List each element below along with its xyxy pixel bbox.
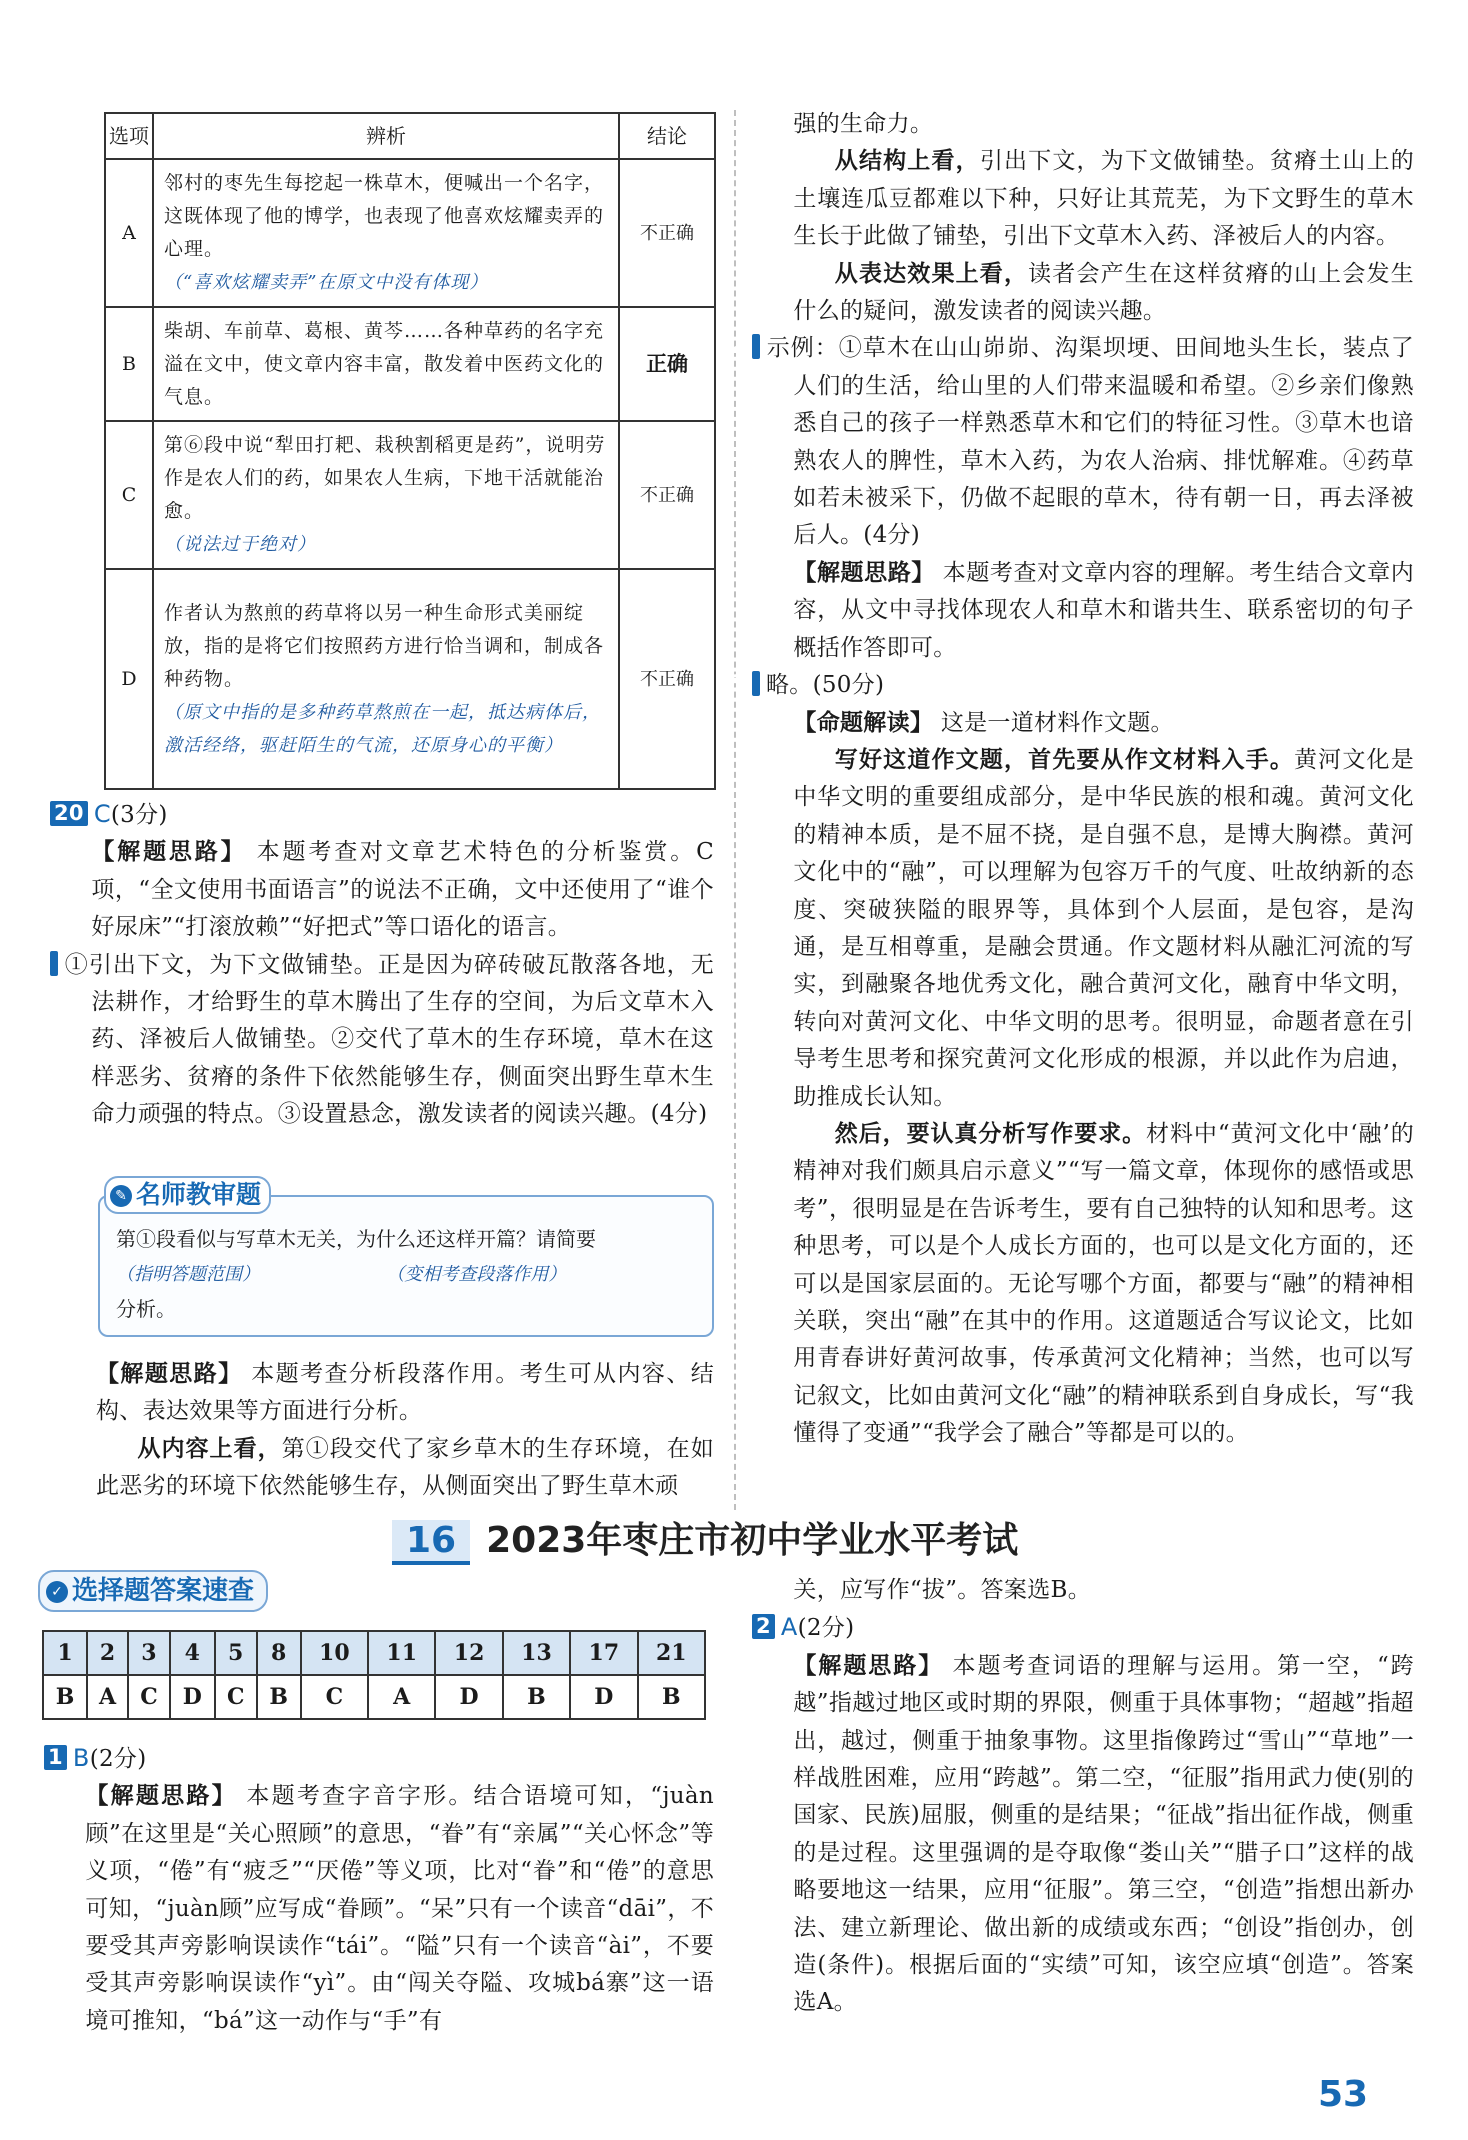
answer-cell: D bbox=[435, 1675, 502, 1719]
content-text: 第①段交代了家乡草木的生存环境，在如此恶劣的环境下依然能够生存，从侧面突出了野生草木顽 bbox=[96, 1435, 714, 1500]
question-cell: 2 bbox=[87, 1631, 128, 1675]
answer-cell: D bbox=[570, 1675, 637, 1719]
section-title: 2023年枣庄市初中学业水平考试 bbox=[486, 1520, 1019, 1561]
answer-cell: B bbox=[43, 1675, 87, 1719]
answer-cell: C bbox=[215, 1675, 257, 1719]
q20-analysis bbox=[50, 834, 714, 946]
check-icon: ✓ bbox=[46, 1581, 68, 1603]
answer-cell: C bbox=[128, 1675, 170, 1719]
question-number-badge: 21 bbox=[50, 951, 58, 976]
analysis-tag: 【解题思路】 bbox=[96, 1361, 243, 1387]
question-number-badge: 22 bbox=[752, 334, 760, 359]
right-column-answers bbox=[714, 106, 1415, 1453]
quick-answer-table bbox=[42, 1630, 706, 1720]
option-analysis bbox=[153, 421, 619, 569]
answer-cell: A bbox=[368, 1675, 435, 1719]
answer-score: (3分) bbox=[110, 802, 168, 828]
teacher-notes bbox=[116, 1256, 706, 1292]
page-number: 53 bbox=[1318, 2074, 1369, 2115]
teacher-note-function: （变相考查段落作用） bbox=[386, 1264, 567, 1285]
q1-answer bbox=[44, 1740, 714, 1778]
answer-cell: C bbox=[301, 1675, 368, 1719]
analysis-text: 邻村的枣先生每挖起一株草木，便喊出一个名字，这既体现了他的博学，也表现了他喜欢炫耀卖弄的心理。 bbox=[164, 172, 605, 260]
analysis-tag: 【解题思路】 bbox=[793, 1652, 944, 1679]
answer-cell: B bbox=[503, 1675, 570, 1719]
q1-analysis: 【解题思路】 本题考查字音字形。结合语境可知，“juàn顾”在这里是“关心照顾”的意思，“眷”有“亲属”“关心怀念”等义项，“倦”有“疲乏”“厌倦”等义项，比对“眷”和“倦”的意思可知，“juàn顾”应写成“眷顾”。“呆”只有一个读音“dāi”，不要受其声旁影响误读作“tái”。“隘”只有一个读音“ài”，不要受其声旁影响误读作“yì”。由“闯关夺隘、攻城bá寨”这一语境可推知，“bá”这一动作与“手”有 bbox=[85, 1783, 714, 2034]
table-row bbox=[105, 307, 715, 421]
option-verdict: 正确 bbox=[619, 307, 715, 421]
option-verdict: 不正确 bbox=[619, 569, 715, 789]
analysis-tag: 【解题思路】 bbox=[91, 839, 247, 866]
q21-answer bbox=[12, 947, 714, 1134]
q2-section bbox=[752, 1572, 1414, 2022]
q2-answer bbox=[752, 1609, 1414, 1647]
teacher-review-title: ✎ 名师教审题 bbox=[104, 1176, 271, 1214]
section-number: 16 bbox=[392, 1520, 470, 1565]
question-cell: 4 bbox=[170, 1631, 215, 1675]
answer-score: (2分) bbox=[797, 1615, 855, 1642]
analysis-text: 本题考查对文章艺术特色的分析鉴赏。C项，“全文使用书面语言”的说法不正确，文中还使用了“谁个好尿床”“打滚放赖”“好把式”等口语化的语言。 bbox=[91, 839, 714, 941]
teacher-note-scope: （指明答题范围） bbox=[116, 1264, 260, 1285]
question-cell: 10 bbox=[301, 1631, 368, 1675]
answer-row bbox=[43, 1675, 705, 1719]
q22-answer: 22 示例：①草木在山山峁峁、沟渠坝埂、田间地头生长，装点了人们的生活，给山里的人们带来温暖和希望。②乡亲们像熟悉自己的孩子一样熟悉草木和它们的特征习性。③草木也谙熟农人的脾性，草木入药，为农人治病、排忧解难。④药草如若未被采下，仍做不起眼的草木，待有朝一日，再去泽被后人。(4分) bbox=[714, 334, 1414, 549]
question-number-badge: 1 bbox=[44, 1745, 67, 1770]
question-cell: 12 bbox=[435, 1631, 502, 1675]
answer-cell: B bbox=[257, 1675, 301, 1719]
options-analysis-table bbox=[104, 112, 716, 790]
content-lead: 从内容上看， bbox=[137, 1435, 282, 1462]
question-number-badge: 2 bbox=[752, 1614, 775, 1639]
question-cell: 3 bbox=[128, 1631, 170, 1675]
answer-letter: B bbox=[72, 1744, 90, 1772]
option-verdict: 不正确 bbox=[619, 159, 715, 307]
question-cell: 11 bbox=[368, 1631, 435, 1675]
table-header-analysis: 辨析 bbox=[153, 113, 619, 159]
effect-lead: 从表达效果上看， bbox=[834, 260, 1029, 287]
structure-lead: 从结构上看， bbox=[834, 148, 980, 175]
continued-text: 强的生命力。 bbox=[793, 111, 934, 137]
table-row bbox=[105, 421, 715, 569]
answer-cell: A bbox=[87, 1675, 128, 1719]
analysis-note: （说法过于绝对） bbox=[164, 534, 316, 555]
option-letter: B bbox=[105, 307, 153, 421]
analysis-note: （原文中指的是多种药草熬煎在一起，抵达病体后，激活经络，驱赶陌生的气流，还原身心的平衡） bbox=[164, 701, 601, 756]
teacher-question-end: 分析。 bbox=[116, 1297, 176, 1321]
option-letter: A bbox=[105, 159, 153, 307]
teacher-question: 第①段看似与写草木无关，为什么还这样开篇？请简要 bbox=[116, 1227, 596, 1251]
structure-paragraph: 从结构上看，引出下文，为下文做铺垫。贫瘠土山上的土壤连瓜豆都难以下种，只好让其荒芜，为下文野生的草木生长于此做了铺垫，引出下文草木入药、泽被后人的内容。 bbox=[793, 148, 1414, 250]
q23-paragraph-2: 然后，要认真分析写作要求。材料中“黄河文化中‘融’的精神对我们颇具启示意义”“写一篇文章，体现你的感悟或思考”，很明显是在告诉考生，要有自己独特的认知和思考。这种思考，可以是个人成长方面的，也可以是文化方面的，还可以是国家层面的。无论写哪个方面，都要与“融”的精神相关联，突出“融”在其中的作用。这道题适合写议论文，比如用青春讲好黄河故事，传承黄河文化精神；当然，也可以写记叙文，比如由黄河文化“融”的精神联系到自身成长，写“我懂得了变通”“我学会了融合”等都是可以的。 bbox=[793, 1120, 1415, 1447]
question-cell: 13 bbox=[503, 1631, 570, 1675]
q23-interpretation: 【命题解读】 这是一道材料作文题。 bbox=[793, 709, 1174, 736]
answer-cell: D bbox=[170, 1675, 215, 1719]
continued-text: 关，应写作“拔”。答案选B。 bbox=[793, 1577, 1092, 1603]
analysis-text: 作者认为熬煎的药草将以另一种生命形式美丽绽放，指的是将它们按照药方进行恰当调和，制成各种药物。 bbox=[164, 601, 605, 690]
question-number-badge: 20 bbox=[50, 801, 88, 826]
table-row bbox=[105, 159, 715, 307]
question-cell: 21 bbox=[638, 1631, 705, 1675]
q23-paragraph-1: 写好这道作文题，首先要从作文材料入手。黄河文化是中华文明的重要组成部分，是中华民族的根和魂。黄河文化的精神本质，是不屈不挠，是自强不息，是博大胸襟。黄河文化中的“融”，可以理解为包容万千的气度、吐故纳新的态度、突破狭隘的眼界等，具体到个人层面，是包容，是沟通，是互相尊重，是融会贯通。作文题材料从融汇河流的写实，到融聚各地优秀文化，融合黄河文化，融育中华文明，转向对黄河文化、中华文明的思考。很明显，命题者意在引导考生思考和探究黄河文化形成的根源，并以此作为启迪，助推成长认知。 bbox=[793, 746, 1414, 1110]
analysis-text: 第⑥段中说“犁田打耙、栽秧割稻更是药”，说明劳作是农人们的药，如果农人生病，下地干活就能治愈。 bbox=[164, 434, 606, 522]
teacher-review-text bbox=[116, 1222, 706, 1326]
effect-paragraph: 从表达效果上看，读者会产生在这样贫瘠的山上会发生什么的疑问，激发读者的阅读兴趣。 bbox=[793, 260, 1414, 325]
analysis-note: （“喜欢炫耀卖弄”在原文中没有体现） bbox=[164, 272, 489, 293]
question-cell: 17 bbox=[570, 1631, 637, 1675]
question-cell: 5 bbox=[215, 1631, 257, 1675]
option-verdict: 不正确 bbox=[619, 421, 715, 569]
q23-answer: 23 略。(50分) bbox=[714, 671, 885, 699]
question-number-badge: 23 bbox=[752, 671, 760, 696]
column-divider bbox=[734, 110, 736, 1510]
question-number-row bbox=[43, 1631, 705, 1675]
q21-analysis bbox=[96, 1356, 714, 1506]
analysis-tag: 【解题思路】 bbox=[85, 1783, 237, 1810]
interpretation-tag: 【命题解读】 bbox=[793, 709, 934, 736]
quick-answer-title: ✓ 选择题答案速查 bbox=[38, 1570, 268, 1612]
analysis-text: 柴胡、车前草、葛根、黄芩……各种草药的名字充溢在文中，使文章内容丰富，散发着中医药文化的气息。 bbox=[164, 319, 605, 408]
analysis-text: 本题考查分析段落作用。考生可从内容、结构、表达效果等方面进行分析。 bbox=[96, 1361, 714, 1425]
answer-letter: A bbox=[780, 1613, 798, 1642]
analysis-tag: 【解题思路】 bbox=[793, 559, 935, 586]
q2-analysis: 【解题思路】 本题考查词语的理解与运用。第一空，“跨越”指越过地区或时期的界限，侧重于具体事物；“超越”指超出，越过，侧重于抽象事物。这里指像跨过“雪山”“草地”一样战胜困难，应用“跨越”。第二空，“征服”指用武力使(别的国家、民族)屈服，侧重的是结果；“征战”指出征作战，侧重的是过程。这里强调的是夺取像“娄山关”“腊子口”这样的战略要地这一结果，应用“征服”。第三空，“创造”指想出新办法、建立新理论、做出新的成绩或东西；“创设”指创办，创造(条件)。根据后面的“实绩”可知，该空应填“创造”。答案选A。 bbox=[793, 1652, 1414, 2016]
q20-answer bbox=[50, 796, 714, 834]
table-header-option: 选项 bbox=[105, 113, 153, 159]
option-analysis bbox=[153, 569, 619, 789]
left-column-answers bbox=[12, 796, 714, 1134]
section-banner bbox=[392, 1512, 1018, 1565]
answer-text: ①引出下文，为下文做铺垫。正是因为碎砖破瓦散落各地，无法耕作，才给野生的草木腾出了生存的空间，为后文草木入药、泽被后人做铺垫。②交代了草木的生存环境，草木在这样恶劣、贫瘠的条件下依然能够生存，侧面突出野生草木生命力顽强的特点。③设置悬念，激发读者的阅读兴趣。(4分) bbox=[64, 951, 714, 1128]
option-analysis bbox=[153, 307, 619, 421]
option-letter: C bbox=[105, 421, 153, 569]
answer-letter: C bbox=[93, 800, 111, 828]
question-cell: 1 bbox=[43, 1631, 87, 1675]
option-analysis bbox=[153, 159, 619, 307]
table-header-conclusion: 结论 bbox=[619, 113, 715, 159]
answer-score: (2分) bbox=[89, 1746, 147, 1772]
table-row bbox=[105, 569, 715, 789]
option-letter: D bbox=[105, 569, 153, 789]
question-cell: 8 bbox=[257, 1631, 301, 1675]
q22-analysis: 【解题思路】 本题考查对文章内容的理解。考生结合文章内容，从文中寻找体现农人和草木和谐共生、联系密切的句子概括作答即可。 bbox=[793, 559, 1414, 661]
q1-section bbox=[44, 1740, 714, 2040]
teacher-icon: ✎ bbox=[110, 1185, 132, 1207]
answer-cell: B bbox=[638, 1675, 705, 1719]
